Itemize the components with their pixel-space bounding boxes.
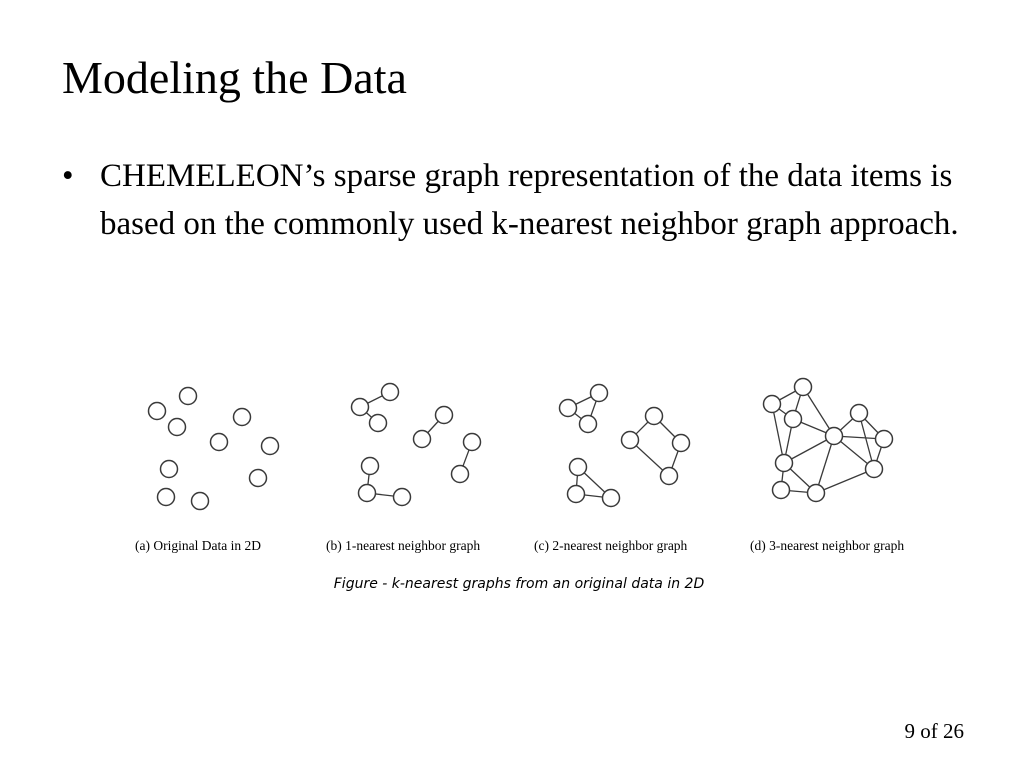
bullet-list: [62, 152, 962, 248]
graph-node: [876, 431, 893, 448]
graph-edge: [816, 469, 874, 493]
graph-node: [673, 435, 690, 452]
graph-node: [785, 411, 802, 428]
panel-b-label: (b) 1-nearest neighbor graph: [326, 538, 481, 553]
graph-node: [370, 415, 387, 432]
graph-node: [414, 431, 431, 448]
panel-c-label: (c) 2-nearest neighbor graph: [534, 538, 688, 553]
graph-node: [250, 470, 267, 487]
graph-node: [234, 409, 251, 426]
graph-node: [591, 385, 608, 402]
graph-node: [352, 399, 369, 416]
graph-node: [161, 461, 178, 478]
knn-figure: [130, 372, 940, 564]
figure-caption: Figure - k-nearest graphs from an original data in 2D: [333, 576, 705, 592]
graph-node: [359, 485, 376, 502]
graph-node: [464, 434, 481, 451]
graph-node: [262, 438, 279, 455]
graph-node: [452, 466, 469, 483]
knn-figure-graphic: [130, 372, 940, 564]
graph-node: [808, 485, 825, 502]
graph-node: [580, 416, 597, 433]
graph-node: [603, 490, 620, 507]
panel-2-nearest: [560, 385, 690, 507]
graph-node: [661, 468, 678, 485]
bullet-marker: •: [62, 158, 74, 194]
graph-node: [773, 482, 790, 499]
panel-original-data: [149, 388, 279, 510]
graph-node: [362, 458, 379, 475]
graph-node: [180, 388, 197, 405]
graph-node: [436, 407, 453, 424]
bullet-item: [62, 152, 962, 248]
graph-node: [866, 461, 883, 478]
graph-node: [568, 486, 585, 503]
graph-node: [394, 489, 411, 506]
graph-node: [795, 379, 812, 396]
panel-d-label: (d) 3-nearest neighbor graph: [750, 538, 905, 553]
graph-node: [764, 396, 781, 413]
panel-a-label: (a) Original Data in 2D: [135, 538, 261, 553]
graph-node: [646, 408, 663, 425]
graph-node: [169, 419, 186, 436]
bullet-text: CHEMELEON’s sparse graph representation of the data items is based on the commonly used k-nearest neighbor graph approach.: [100, 158, 959, 242]
graph-node: [158, 489, 175, 506]
graph-node: [560, 400, 577, 417]
graph-node: [149, 403, 166, 420]
graph-node: [776, 455, 793, 472]
graph-node: [570, 459, 587, 476]
graph-node: [211, 434, 228, 451]
graph-node: [382, 384, 399, 401]
panel-3-nearest: [764, 379, 893, 502]
page-number: 9 of 26: [904, 719, 964, 743]
panel-1-nearest: [352, 384, 481, 506]
graph-node: [826, 428, 843, 445]
graph-node: [622, 432, 639, 449]
slide-title: Modeling the Data: [62, 52, 407, 103]
graph-node: [851, 405, 868, 422]
graph-node: [192, 493, 209, 510]
